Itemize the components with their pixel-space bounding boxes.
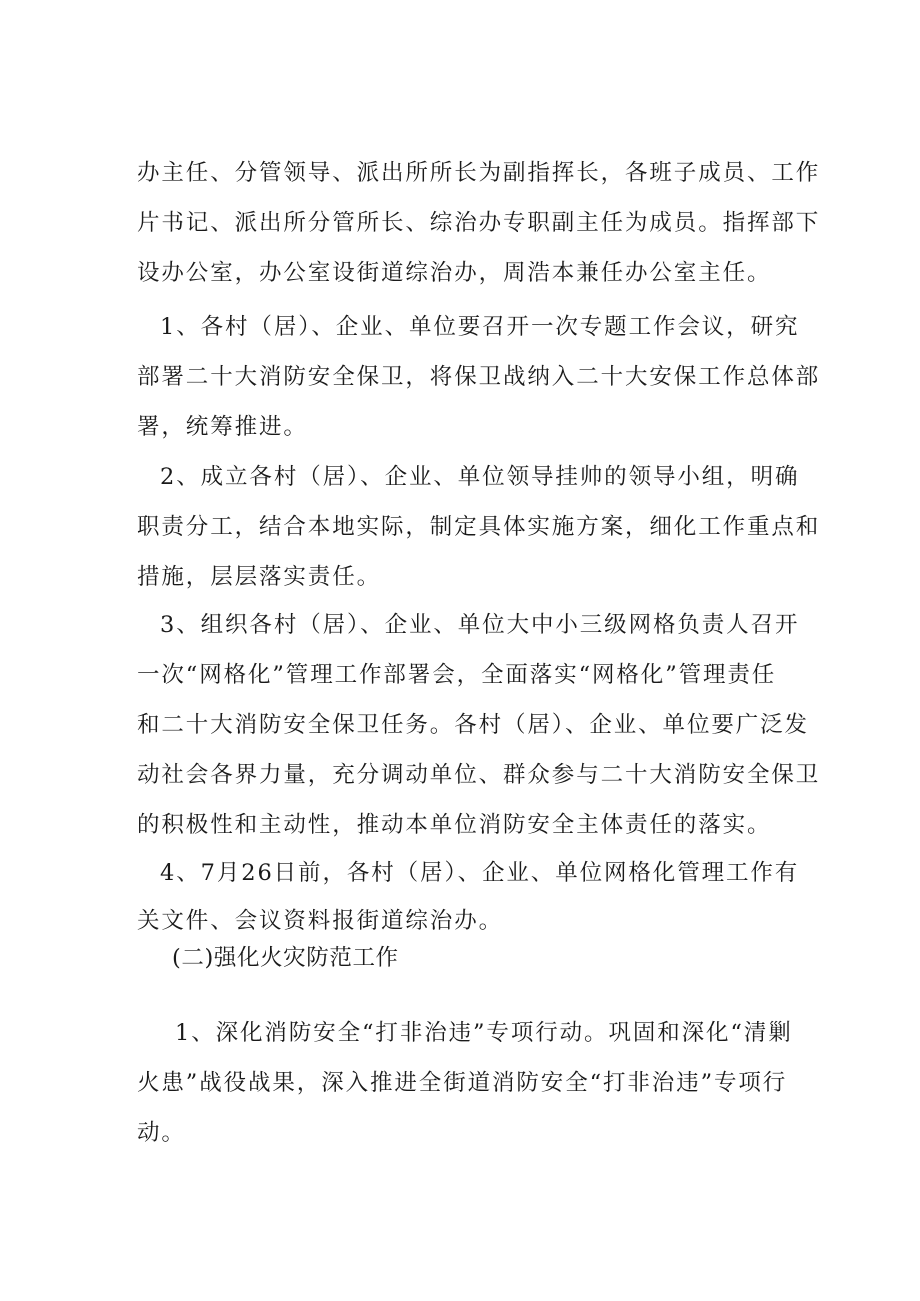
text-line: 4、7月26日前，各村（居）、企业、单位网格化管理工作有 xyxy=(160,860,800,886)
text-line: 2、成立各村（居）、企业、单位领导挂帅的领导小组，明确 xyxy=(160,464,800,490)
text-line: 设办公室，办公室设街道综治办，周浩本兼任办公室主任。 xyxy=(137,260,772,286)
text-line: 动社会各界力量，充分调动单位、群众参与二十大消防安全保卫 xyxy=(137,762,821,788)
text-line: 措施，层层落实责任。 xyxy=(137,564,382,590)
heading-text: (二)强化火灾防范工作 xyxy=(172,945,399,971)
text-line: 职责分工，结合本地实际，制定具体实施方案，细化工作重点和 xyxy=(137,514,821,540)
text-line: 一次“网格化”管理工作部署会，全面落实“网格化”管理责任 xyxy=(137,662,777,688)
text-line: 署，统筹推进。 xyxy=(137,414,308,440)
text-line: 的积极性和主动性，推动本单位消防安全主体责任的落实。 xyxy=(137,812,772,838)
text-line: 办主任、分管领导、派出所所长为副指挥长，各班子成员、工作 xyxy=(137,160,821,186)
text-line: 3、组织各村（居）、企业、单位大中小三级网格负责人召开 xyxy=(160,612,800,638)
text-line: 片书记、派出所分管所长、综治办专职副主任为成员。指挥部下 xyxy=(137,210,821,236)
text-line: 1、深化消防安全“打非治违”专项行动。巩固和深化“清剿 xyxy=(175,1020,793,1046)
text-line: 和二十大消防安全保卫任务。各村（居）、企业、单位要广泛发 xyxy=(137,712,809,738)
text-line: 部署二十大消防安全保卫，将保卫战纳入二十大安保工作总体部 xyxy=(137,364,821,390)
text-line: 关文件、会议资料报街道综治办。 xyxy=(137,908,504,934)
text-line: 火患”战役战果，深入推进全街道消防安全“打非治违”专项行 xyxy=(137,1070,788,1096)
text-line: 动。 xyxy=(137,1120,186,1146)
text-line: 1、各村（居）、企业、单位要召开一次专题工作会议，研究 xyxy=(160,314,800,340)
